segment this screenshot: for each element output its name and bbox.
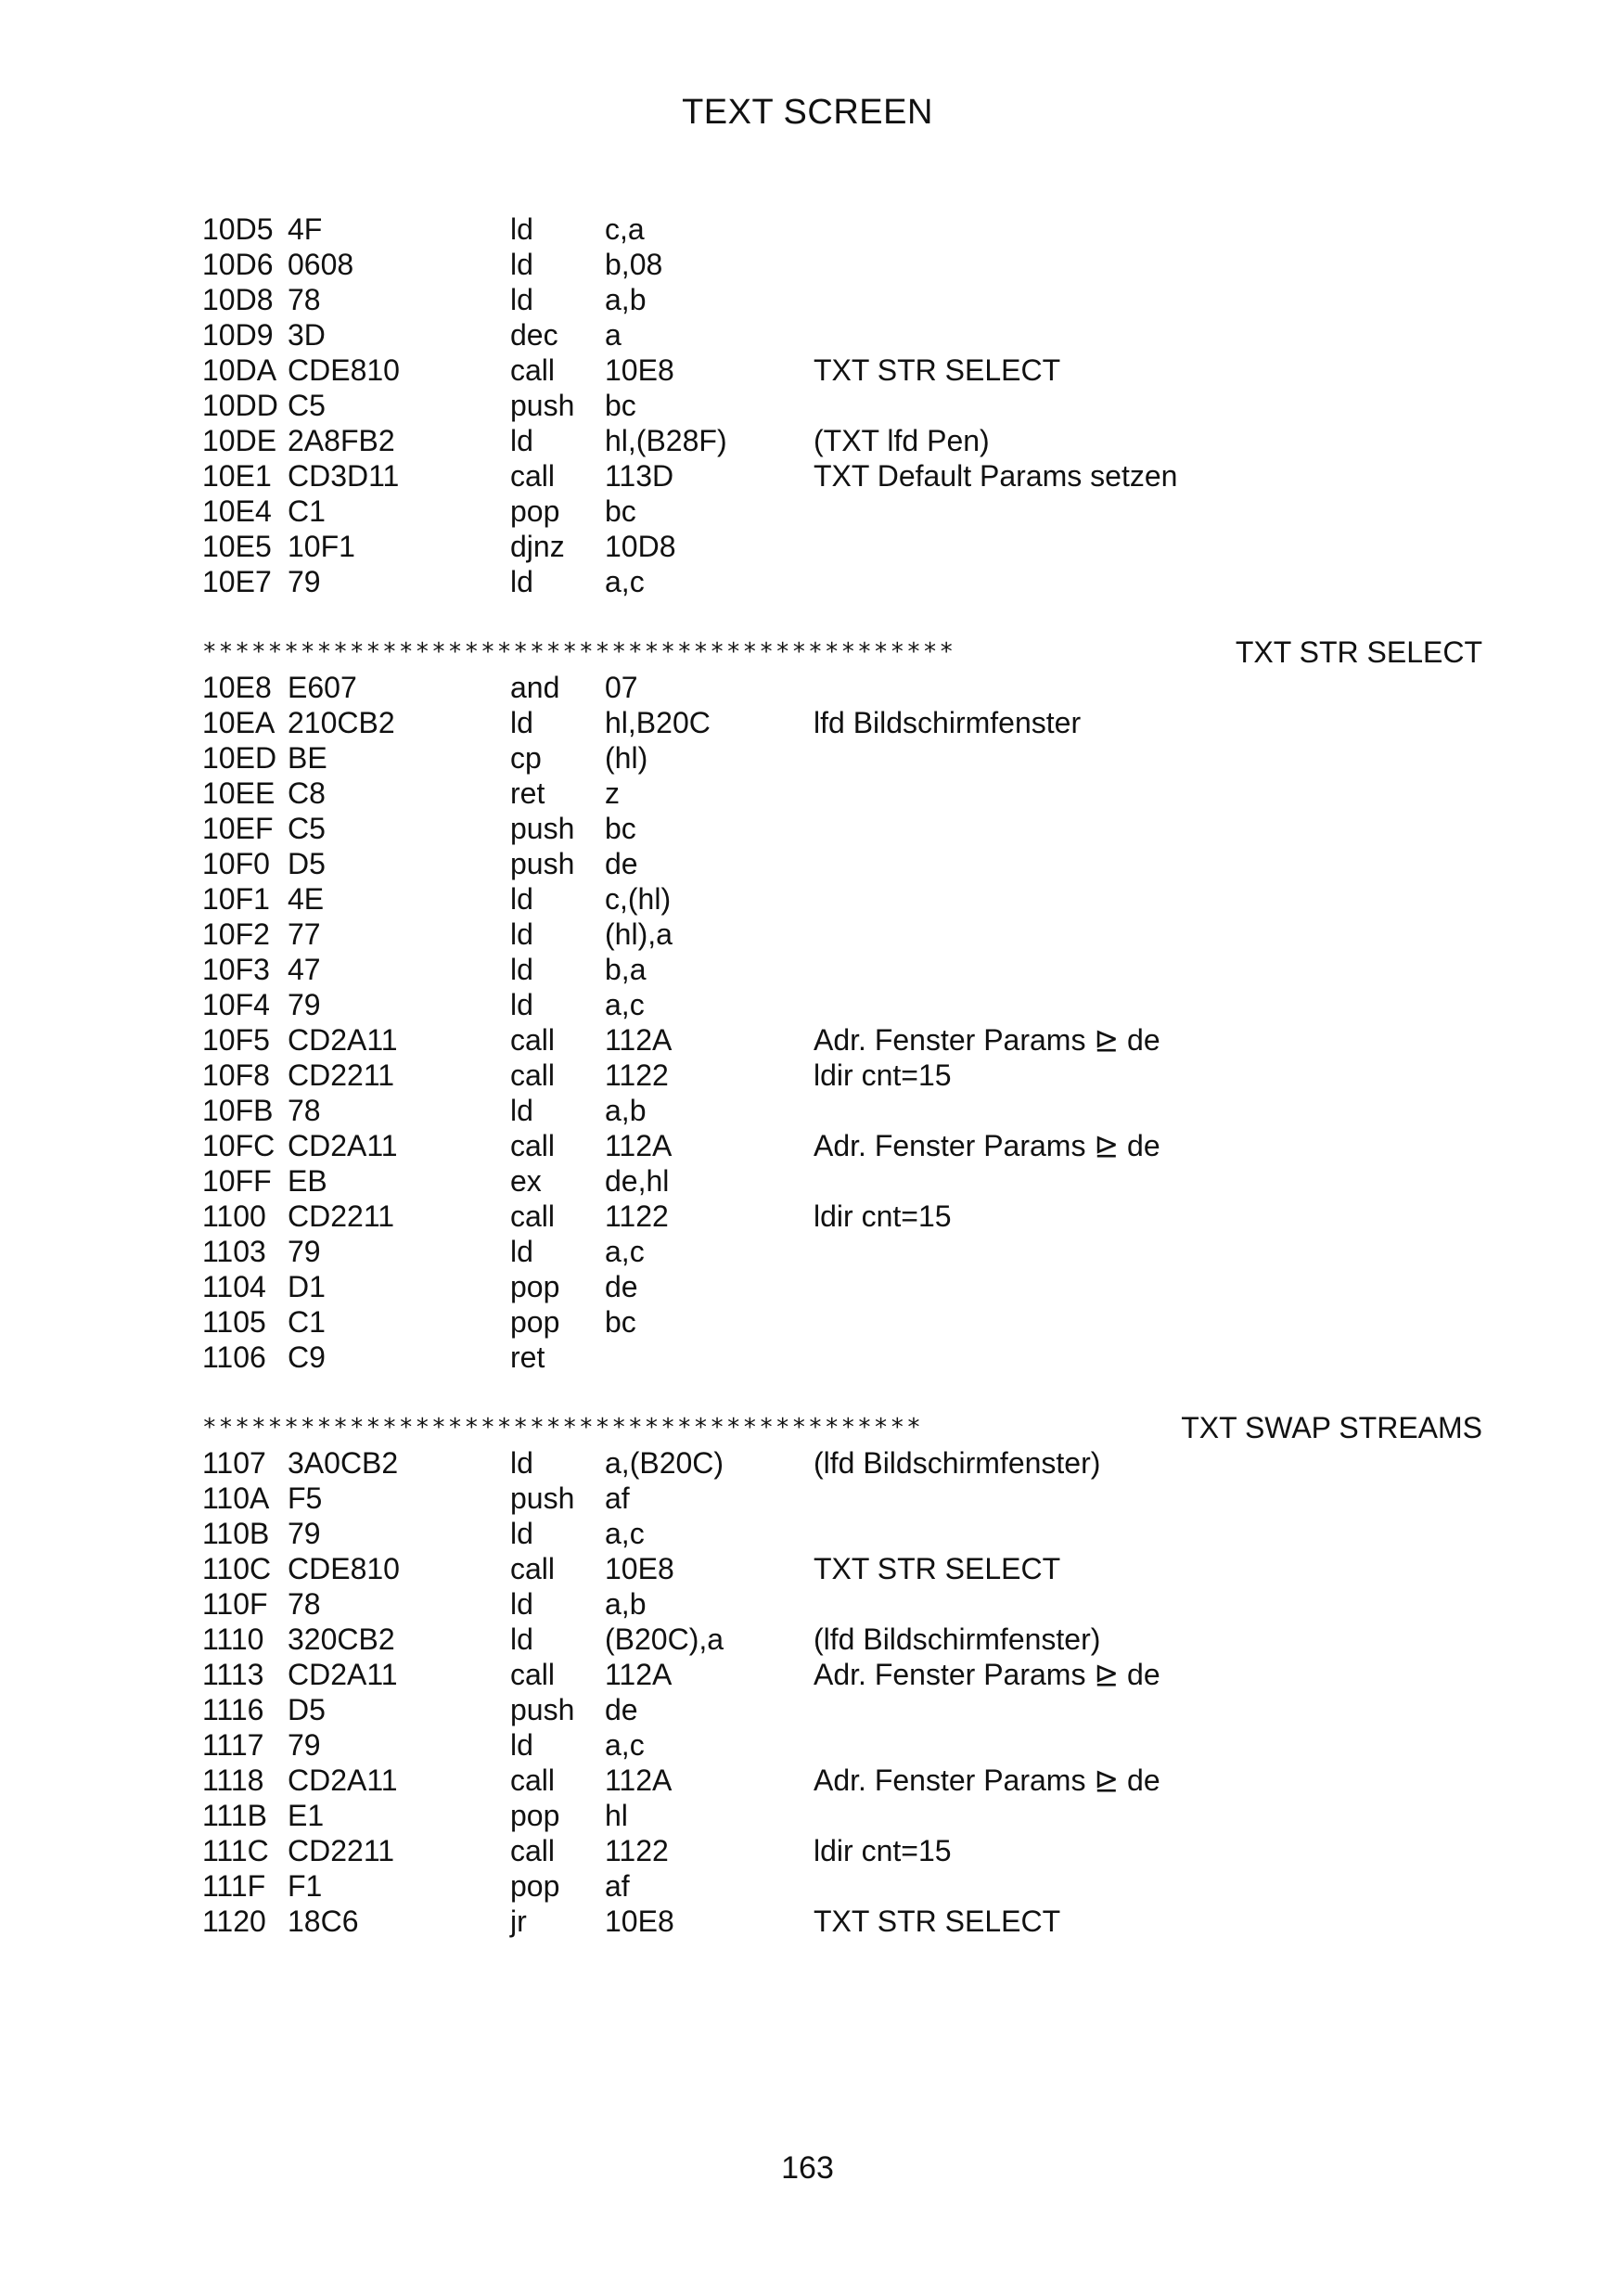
operand: 07 [605,670,638,704]
address: 10F2 [202,917,270,951]
comment: lfd Bildschirmfenster [814,705,1082,739]
listing-row [202,529,1482,564]
comment: (TXT lfd Pen) [814,423,990,457]
listing-row [202,1551,1482,1586]
mnemonic: ld [510,282,533,316]
operand: (hl),a [605,917,673,951]
operand: b,08 [605,247,663,281]
opcode-bytes: EB [288,1163,327,1198]
mnemonic: ret [510,776,545,810]
opcode-bytes: C8 [288,776,326,810]
mnemonic: push [510,1692,575,1726]
listing-row [202,1868,1482,1904]
listing-row [202,1657,1482,1692]
mnemonic: push [510,1481,575,1515]
address: 10D9 [202,317,274,352]
address: 10E4 [202,494,272,528]
mnemonic: call [510,353,556,387]
address: 1110 [202,1622,264,1656]
address: 111F [202,1868,266,1903]
opcode-bytes: CDE810 [288,353,400,387]
operand: bc [605,388,636,422]
operand: a,b [605,1093,647,1127]
operand: de [605,1692,638,1726]
opcode-bytes: 0608 [288,247,354,281]
address: 110A [202,1481,270,1515]
opcode-bytes: CD2A11 [288,1763,398,1797]
mnemonic: dec [510,317,558,352]
mnemonic: ld [510,917,533,951]
operand: c,a [605,212,645,246]
address: 10D6 [202,247,274,281]
opcode-bytes: 3A0CB2 [288,1445,399,1480]
operand: hl [605,1798,628,1832]
operand: 1122 [605,1833,669,1867]
opcode-bytes: 78 [288,1586,321,1621]
opcode-bytes: 77 [288,917,321,951]
mnemonic: ld [510,1445,533,1480]
address: 10E5 [202,529,272,563]
comment: ldir cnt=15 [814,1833,952,1867]
comment: Adr. Fenster Params ⊵ de [814,1764,1160,1797]
opcode-bytes: CD2211 [288,1058,395,1092]
operand: a,c [605,987,645,1021]
address: 10F0 [202,846,270,880]
mnemonic: ld [510,705,533,739]
mnemonic: ld [510,987,533,1021]
mnemonic: call [510,458,556,493]
mnemonic: ld [510,1093,533,1127]
opcode-bytes: 79 [288,1516,321,1550]
opcode-bytes: CD2211 [288,1833,395,1867]
opcode-bytes: 79 [288,987,321,1021]
operand: bc [605,494,636,528]
mnemonic: ld [510,1622,533,1656]
operand: 112A [605,1763,673,1797]
opcode-bytes: F5 [288,1481,323,1515]
comment: Adr. Fenster Params ⊵ de [814,1658,1160,1691]
address: 1100 [202,1199,266,1233]
opcode-bytes: 78 [288,282,321,316]
comment: (lfd Bildschirmfenster) [814,1445,1101,1480]
page-number: 163 [781,2150,834,2186]
listing-row [202,846,1482,881]
opcode-bytes: 2A8FB2 [288,423,395,457]
opcode-bytes: CD2A11 [288,1657,398,1691]
opcode-bytes: CD3D11 [288,458,400,493]
comment: Adr. Fenster Params ⊵ de [814,1023,1160,1057]
address: 1113 [202,1657,264,1691]
mnemonic: push [510,388,575,422]
mnemonic: ret [510,1340,545,1374]
listing-row [202,1234,1482,1269]
mnemonic: pop [510,1304,560,1339]
opcode-bytes: 79 [288,564,321,598]
page-title: TEXT SCREEN [682,93,933,132]
listing-row [202,564,1482,599]
listing-row [202,458,1482,494]
listing-row [202,1481,1482,1516]
separator-stars: ******************************************** [202,1414,923,1442]
listing-row [202,881,1482,917]
mnemonic: call [510,1058,556,1092]
address: 1117 [202,1727,264,1762]
operand: bc [605,811,636,845]
operand: bc [605,1304,636,1339]
listing-row [202,740,1482,776]
address: 10EA [202,705,276,739]
opcode-bytes: E1 [288,1798,325,1832]
listing-row [202,353,1482,388]
mnemonic: ld [510,564,533,598]
listing-row [202,1128,1482,1163]
comment: ldir cnt=15 [814,1199,952,1233]
listing-row [202,1516,1482,1551]
comment: ldir cnt=15 [814,1058,952,1092]
address: 1116 [202,1692,264,1726]
operand: z [605,776,620,810]
address: 1103 [202,1234,266,1268]
listing-row [202,776,1482,811]
opcode-bytes: F1 [288,1868,323,1903]
operand: hl,(B28F) [605,423,727,457]
address: 10FB [202,1093,274,1127]
opcode-bytes: 10F1 [288,529,355,563]
mnemonic: pop [510,494,560,528]
comment: (lfd Bildschirmfenster) [814,1622,1101,1656]
listing-row [202,917,1482,952]
mnemonic: call [510,1833,556,1867]
listing-row [202,1199,1482,1234]
listing-row [202,670,1482,705]
operand: (B20C),a [605,1622,724,1656]
mnemonic: push [510,811,575,845]
address: 10F3 [202,952,270,986]
mnemonic: pop [510,1269,560,1303]
mnemonic: ld [510,881,533,916]
listing-row [202,1798,1482,1833]
operand: af [605,1868,630,1903]
operand: 112A [605,1128,673,1162]
section-label: TXT SWAP STREAMS [1181,1410,1482,1444]
listing-row [202,1022,1482,1058]
listing-row [202,388,1482,423]
opcode-bytes: 47 [288,952,321,986]
address: 10DD [202,388,278,422]
operand: 112A [605,1022,673,1057]
operand: a,c [605,564,645,598]
listing-row [202,952,1482,987]
operand: a [605,317,622,352]
operand: a,b [605,1586,647,1621]
address: 10FF [202,1163,272,1198]
operand: c,(hl) [605,881,672,916]
opcode-bytes: C9 [288,1340,326,1374]
operand: af [605,1481,630,1515]
mnemonic: ld [510,1234,533,1268]
opcode-bytes: 320CB2 [288,1622,395,1656]
operand: 10E8 [605,1551,674,1585]
listing-row [202,1269,1482,1304]
operand: 112A [605,1657,673,1691]
opcode-bytes: C5 [288,388,326,422]
operand: 10D8 [605,529,676,563]
opcode-bytes: BE [288,740,327,775]
operand: a,c [605,1234,645,1268]
opcode-bytes: 3D [288,317,326,352]
mnemonic: call [510,1128,556,1162]
mnemonic: call [510,1763,556,1797]
mnemonic: ld [510,423,533,457]
listing-row [202,811,1482,846]
address: 111C [202,1833,269,1867]
mnemonic: ld [510,212,533,246]
operand: de [605,846,638,880]
address: 10EE [202,776,276,810]
address: 10F5 [202,1022,270,1057]
address: 1104 [202,1269,266,1303]
listing-row [202,705,1482,740]
address: 10DE [202,423,277,457]
comment: TXT Default Params setzen [814,458,1178,493]
listing-row [202,1692,1482,1727]
listing-row [202,1763,1482,1798]
opcode-bytes: 4E [288,881,325,916]
opcode-bytes: 79 [288,1234,321,1268]
opcode-bytes: 18C6 [288,1904,359,1938]
opcode-bytes: C1 [288,494,326,528]
mnemonic: call [510,1551,556,1585]
mnemonic: call [510,1022,556,1057]
mnemonic: ld [510,1586,533,1621]
opcode-bytes: E607 [288,670,357,704]
operand: b,a [605,952,647,986]
opcode-bytes: D5 [288,846,326,880]
listing-block [202,635,1482,1375]
mnemonic: ld [510,952,533,986]
opcode-bytes: C5 [288,811,326,845]
address: 110F [202,1586,268,1621]
operand: 10E8 [605,1904,674,1938]
mnemonic: pop [510,1798,560,1832]
address: 10D5 [202,212,274,246]
opcode-bytes: 78 [288,1093,321,1127]
listing-row [202,317,1482,353]
address: 10F8 [202,1058,270,1092]
opcode-bytes: D1 [288,1269,326,1303]
section-label: TXT STR SELECT [1235,635,1482,669]
mnemonic: jr [510,1904,527,1938]
listing-row [202,247,1482,282]
listing-row [202,1727,1482,1763]
listing-row [202,423,1482,458]
section-separator [202,1410,1482,1445]
address: 10E7 [202,564,272,598]
operand: (hl) [605,740,648,775]
address: 10FC [202,1128,276,1162]
opcode-bytes: D5 [288,1692,326,1726]
listing-row [202,494,1482,529]
address: 110B [202,1516,270,1550]
opcode-bytes: CDE810 [288,1551,400,1585]
opcode-bytes: CD2A11 [288,1128,398,1162]
operand: 10E8 [605,353,674,387]
operand: de [605,1269,638,1303]
comment: TXT STR SELECT [814,1551,1061,1585]
address: 10ED [202,740,277,775]
listing-row [202,1304,1482,1340]
mnemonic: ld [510,247,533,281]
comment: TXT STR SELECT [814,353,1061,387]
listing-row [202,1163,1482,1199]
opcode-bytes: 4F [288,212,323,246]
operand: a,(B20C) [605,1445,724,1480]
listing-block [202,1410,1482,1939]
address: 10F4 [202,987,270,1021]
listing-row [202,282,1482,317]
mnemonic: and [510,670,560,704]
mnemonic: djnz [510,529,565,563]
operand: a,c [605,1727,645,1762]
listing-row [202,1622,1482,1657]
address: 10EF [202,811,274,845]
address: 1118 [202,1763,264,1797]
mnemonic: push [510,846,575,880]
opcode-bytes: CD2A11 [288,1022,398,1057]
operand: 113D [605,458,674,493]
address: 1107 [202,1445,266,1480]
address: 110C [202,1551,272,1585]
opcode-bytes: C1 [288,1304,326,1339]
opcode-bytes: 210CB2 [288,705,395,739]
listing-row [202,212,1482,247]
mnemonic: pop [510,1868,560,1903]
address: 1105 [202,1304,266,1339]
address: 1120 [202,1904,266,1938]
address: 1106 [202,1340,266,1374]
address: 111B [202,1798,267,1832]
listing-row [202,1058,1482,1093]
listing-row [202,1340,1482,1375]
operand: hl,B20C [605,705,711,739]
mnemonic: cp [510,740,542,775]
opcode-bytes: 79 [288,1727,321,1762]
mnemonic: ld [510,1516,533,1550]
mnemonic: call [510,1657,556,1691]
mnemonic: call [510,1199,556,1233]
listing-row [202,1586,1482,1622]
separator-stars: ********************************************** [202,638,956,666]
listing-row [202,1833,1482,1868]
address: 10F1 [202,881,270,916]
operand: 1122 [605,1058,669,1092]
address: 10DA [202,353,277,387]
operand: de,hl [605,1163,670,1198]
address: 10E1 [202,458,272,493]
listing-row [202,1904,1482,1939]
listing-row [202,1093,1482,1128]
section-separator [202,635,1482,670]
assembly-listing [202,212,1482,1939]
opcode-bytes: CD2211 [288,1199,395,1233]
operand: a,c [605,1516,645,1550]
address: 10E8 [202,670,272,704]
comment: TXT STR SELECT [814,1904,1061,1938]
operand: 1122 [605,1199,669,1233]
operand: a,b [605,282,647,316]
mnemonic: ld [510,1727,533,1762]
listing-block [202,212,1482,599]
listing-row [202,987,1482,1022]
comment: Adr. Fenster Params ⊵ de [814,1129,1160,1162]
address: 10D8 [202,282,274,316]
listing-row [202,1445,1482,1481]
mnemonic: ex [510,1163,542,1198]
